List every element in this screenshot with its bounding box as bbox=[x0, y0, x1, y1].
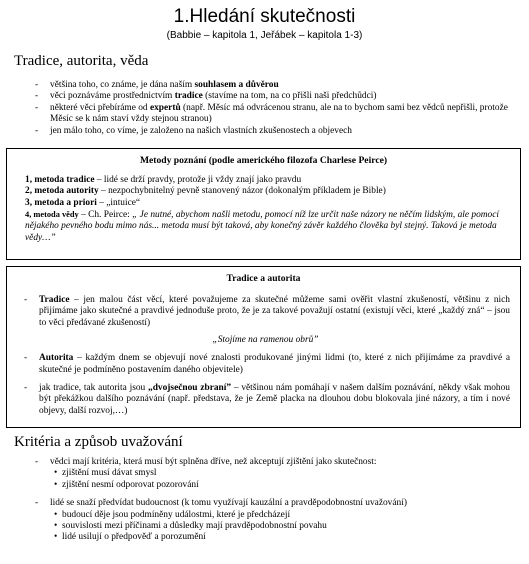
item-text: jak tradice, tak autorita jsou bbox=[39, 383, 149, 394]
tradition-authority-box bbox=[6, 266, 521, 428]
section-criteria-list bbox=[32, 457, 518, 544]
sub-item: • lidé usilují o předpověď a porozumění bbox=[50, 532, 518, 543]
tradition-box-title: Tradice a autorita bbox=[226, 273, 301, 284]
method-label: 1, metoda tradice bbox=[25, 175, 95, 185]
sub-list bbox=[50, 510, 518, 544]
section-heading-tradition: Tradice, autorita, věda bbox=[14, 53, 149, 69]
method-item bbox=[25, 175, 508, 186]
item-text: většina toho, co známe, je dána naším bbox=[50, 80, 195, 90]
methods-box-title: Metody poznání (podle amerického filozofa Charlese Peirce) bbox=[139, 155, 388, 166]
page-title: 1.Hledání skutečnosti bbox=[173, 6, 356, 27]
item-bold: „dvojsečnou zbraní” bbox=[148, 383, 232, 394]
list-item bbox=[21, 353, 510, 376]
section-tradition-list bbox=[32, 80, 518, 137]
method-label: 4, metoda vědy bbox=[25, 210, 79, 220]
item-text: některé věci přebíráme od bbox=[50, 102, 150, 113]
methods-list bbox=[25, 175, 508, 244]
item-text: (stavíme na tom, na co přišli naši předchůdci) bbox=[202, 91, 377, 102]
list-item bbox=[32, 80, 518, 91]
item-text: jen málo toho, co víme, je založeno na našich vlastních zkušenostech a objevech bbox=[50, 125, 352, 136]
quote-giants: „Stojíme na ramenou obrů” bbox=[212, 335, 319, 346]
list-item bbox=[21, 295, 510, 329]
item-text: – jen malou část věcí, které považujeme za skutečné můžeme sami ověřit vlastní zkušeností, většinu z nich přijímáme jako skutečné a pravdivé jednoduše proto, že je za takové považují ostatní (existují věci, které „každý zná“ – jsou to věci předávané zkušeností) bbox=[39, 295, 510, 328]
tradition-list bbox=[21, 295, 510, 417]
section-heading-criteria: Kritéria a způsob uvažování bbox=[14, 434, 183, 450]
method-text: – Ch. Peirce: bbox=[78, 210, 133, 221]
methods-box bbox=[6, 148, 521, 260]
item-text: věci poznáváme prostřednictvím bbox=[50, 91, 175, 102]
item-bold: expertů bbox=[149, 102, 181, 113]
item-text: – většinou nám pomáhají v našem dalším poznávání, někdy však mohou být překážkou dalšího poznávání (např. představa, že je Země placka na dlouhou dobu blokovala jiné názory, a tím i nové objevy, další rozvoj,…) bbox=[39, 383, 510, 416]
list-item bbox=[32, 91, 518, 102]
method-text: – „intuice“ bbox=[96, 197, 141, 208]
page-subtitle: (Babbie – kapitola 1, Jeřábek – kapitola 1-3) bbox=[166, 30, 363, 41]
item-text: vědci mají kritéria, která musí být splněna dříve, než akceptují zjištění jako skutečnost: bbox=[50, 457, 377, 467]
sub-item: • zjištění musí dávat smysl bbox=[50, 468, 518, 479]
item-bold: tradice bbox=[174, 91, 203, 102]
method-text: – lidé se drží pravdy, protože ji vždy znají jako pravdu bbox=[94, 175, 302, 185]
method-text: – nezpochybnitelný pevně stanovený názor (dokonalým příkladem je Bible) bbox=[98, 186, 386, 197]
sub-item: • budoucí děje jsou podmíněny událostmi, které je předcházejí bbox=[50, 510, 518, 521]
method-item bbox=[25, 186, 508, 197]
item-text: lidé se snaží předvídat budoucnost (k tomu využívají kauzální a pravděpodobnostní uvažování) bbox=[50, 498, 407, 509]
method-item bbox=[25, 209, 508, 244]
item-bold: Autorita bbox=[39, 353, 74, 364]
method-label: 2, metoda autority bbox=[25, 186, 99, 197]
list-item bbox=[21, 383, 510, 417]
sub-item: • souvislosti mezi příčinami a důsledky mají pravděpodobnostní povahu bbox=[50, 521, 518, 532]
sub-list bbox=[50, 468, 518, 491]
list-item bbox=[32, 498, 518, 544]
method-quote: „ Je nutné, abychom našli metodu, pomocí níž lze určit naše názory ne něčím lidským, ale pomocí nějakého pevného bodu mimo nás... metoda musí být taková, aby konečný závěr každého člověka byl stejný. Taková je metoda vědy…” bbox=[25, 210, 499, 243]
item-bold: Tradice bbox=[39, 295, 70, 305]
list-item bbox=[32, 457, 518, 491]
item-text: (např. Měsíc má odvrácenou stranu, ale na to bychom sami bez vědců nepřišli, protože Měsíc se k nám staví vždy stejnou stranou) bbox=[50, 102, 508, 125]
method-item bbox=[25, 198, 508, 209]
list-item bbox=[32, 126, 518, 137]
item-text: – každým dnem se objevují nové znalosti produkované jinými lidmi (to, které z nich přijímáme za pravdivé a skutečné je podmíněno postavením daného objevitele) bbox=[39, 353, 510, 375]
item-bold: souhlasem a důvěrou bbox=[194, 80, 279, 90]
sub-item: • zjištění nesmí odporovat pozorování bbox=[50, 480, 518, 491]
method-label: 3, metoda a priori bbox=[25, 197, 97, 208]
list-item bbox=[32, 103, 518, 126]
